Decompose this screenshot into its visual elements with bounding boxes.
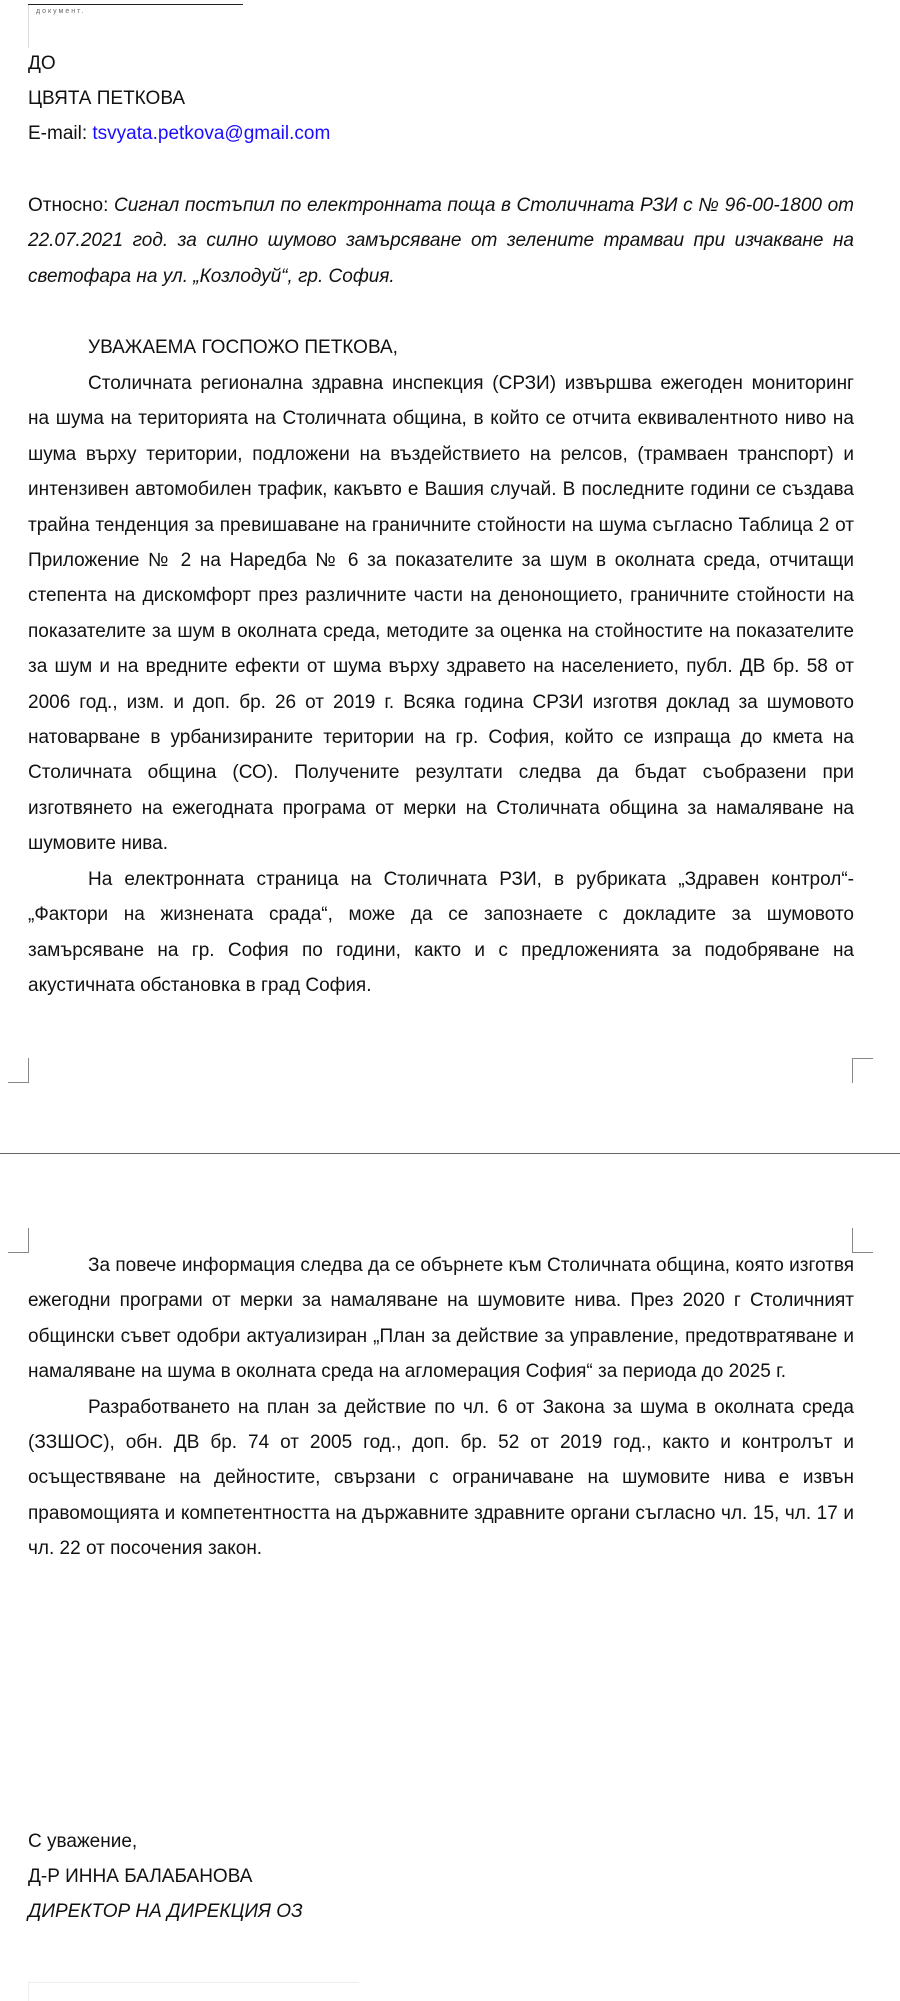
- header-rule: [28, 4, 243, 5]
- signatory-name: Д-Р ИННА БАЛАБАНОВА: [28, 1866, 253, 1887]
- recipient-email-line: [28, 123, 330, 145]
- body-paragraph-2: На електронната страница на Столичната РЗИ, в рубриката „Здравен контрол“-„Фактори на жизнената срада“, може да се запознаете с докладите за шумовото замърсяване на гр. София по години, както и с предложенията за подобряване на акустичната обстановка в град София.: [28, 868, 854, 996]
- body-paragraph-3: За повече информация следва да се обърнете към Столичната община, която изготвя ежегодни програми от мерки за намаляване на шумовите нива. През 2020 г Столичният общински съвет одобри актуализиран „План за действие за управление, предотвратяване и намаляване на шума в околната среда на агломерация София“ за периода до 2025 г.: [28, 1255, 854, 1383]
- closing: С уважение,: [28, 1831, 138, 1852]
- page-corner-mark: [852, 1228, 873, 1253]
- body-paragraph-1: Столичната регионална здравна инспекция (СРЗИ) извършва ежегоден мониторинг на шума на територията на Столичната община, в който се отчита еквивалентното ниво на шума върху територии, подложени на въздействието на релсов, (трамваен транспорт) и интензивен автомобилен трафик, какъвто е Вашия случай. В последните години се създава трайна тенденция за превишаване на граничните стойности на шума съгласно Таблица 2 от Приложение № 2 на Наредба № 6 за показателите за шум в околната среда, отчитащи степента на дискомфорт през различните части на денонощието, граничните стойности на показателите за шум в околната среда, методите за оценка на стойностите на показателите за шум и на вредните ефекти от шума върху здравето на населението, публ. ДВ бр. 58 от 2006 год., изм. и доп. бр. 26 от 2019 г. Всяка година СРЗИ изготвя доклад за шумовото натоварване в урбанизираните територии на гр. София, който се изпраща до кмета на Столичната община (СО). Получените резултати следва да бъдат съобразени при изготвянето на ежегодната програма от мерки на Столичната община за намаляване на шумовите нива.: [28, 373, 854, 855]
- body-page-2: [28, 1248, 854, 1567]
- email-link[interactable]: tsvyata.petkova@gmail.com: [92, 123, 331, 144]
- footer-box: [28, 1982, 359, 2001]
- document-label: документ.: [36, 8, 86, 15]
- subject-label: Относно:: [28, 195, 109, 216]
- body-page-1: [28, 366, 854, 1003]
- subject-text: Сигнал постъпил по електронната поща в Столичната РЗИ с № 96-00-1800 от 22.07.2021 год. за силно шумово замърсяване от зелените трамваи при изчакване на светофара на ул. „Козлодуй“, гр. София.: [28, 195, 854, 287]
- page-corner-mark: [8, 1228, 29, 1253]
- page-corner-mark: [852, 1058, 873, 1083]
- signatory-title: ДИРЕКТОР НА ДИРЕКЦИЯ ОЗ: [28, 1901, 303, 1922]
- email-label: E-mail:: [28, 123, 93, 144]
- body-paragraph-4: Разработването на план за действие по чл. 6 от Закона за шума в околната среда (ЗЗШОС), обн. ДВ бр. 74 от 2005 год., доп. бр. 52 от 2019 год., както и контролът и осъществяване на дейностите, свързани с ограничаване на шумовите нива е извън правомощията и компетентността на държавните здравните органи съгласно чл. 15, чл. 17 и чл. 22 от посочения закон.: [28, 1396, 854, 1560]
- subject-block: [28, 188, 854, 294]
- page-corner-mark: [8, 1058, 29, 1083]
- salutation: УВАЖАЕМА ГОСПОЖО ПЕТКОВА,: [88, 337, 398, 358]
- addressee-to-label: ДО: [28, 53, 56, 74]
- page-break: [0, 1153, 900, 1154]
- recipient-name: ЦВЯТА ПЕТКОВА: [28, 88, 186, 109]
